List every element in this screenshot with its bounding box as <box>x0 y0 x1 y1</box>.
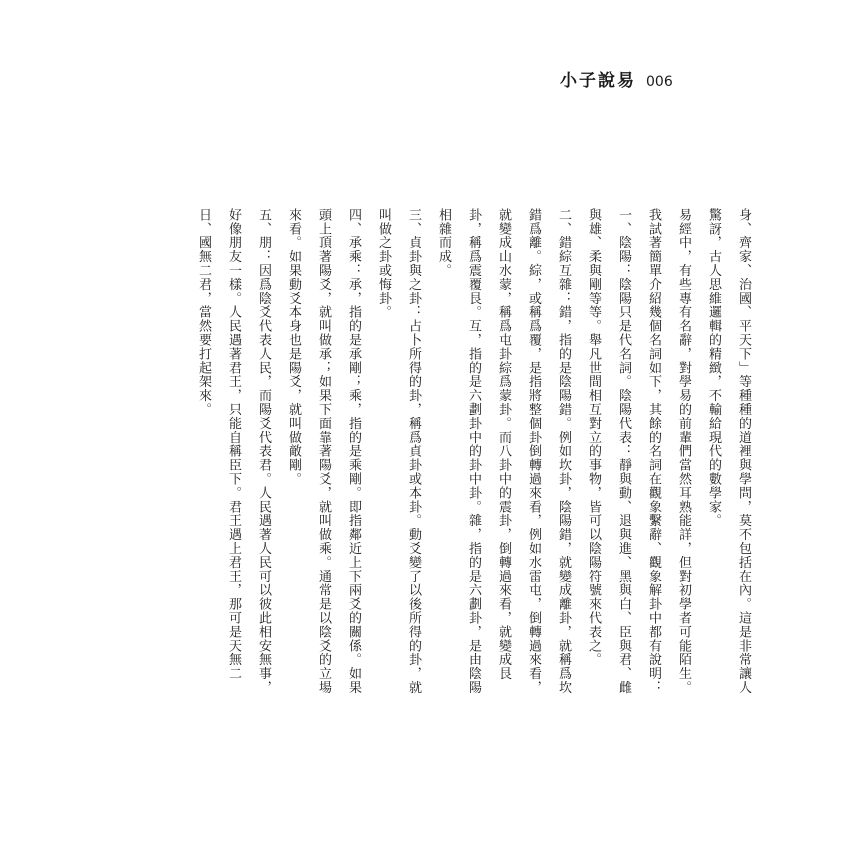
text-column: 叫做之卦或悔卦。 <box>376 208 391 320</box>
running-header <box>560 66 673 91</box>
text-column: 來看。如果動爻本身也是陽爻，就叫做敵剛。 <box>286 208 301 486</box>
text-column: 身、齊家、治國、平天下」等種種的道裡與學問，莫不包括在內。這是非常讓人 <box>736 208 751 695</box>
text-column: 三、貞卦與之卦：占卜所得的卦，稱爲貞卦或本卦。動爻變了以後所得的卦，就 <box>406 208 421 695</box>
text-column: 就變成山水蒙，稱爲屯卦綜爲蒙卦。而八卦中的震卦，倒轉過來看，就變成艮 <box>496 208 511 681</box>
text-column: 好像朋友一樣。人民遇著君王，只能自稱臣下。君王遇上君王，那可是天無二 <box>226 208 241 681</box>
text-column: 相雜而成。 <box>436 208 451 278</box>
text-column: 四、承乘：承，指的是承剛；乘，指的是乘剛。即指鄰近上下兩爻的關係。如果 <box>346 208 361 695</box>
text-column: 錯爲離。綜，或稱爲覆，是指將整個卦倒轉過來看，例如水雷屯，倒轉過來看， <box>526 208 541 695</box>
text-column: 日、國無二君，當然要打起架來。 <box>196 208 211 417</box>
text-column: 我試著簡單介紹幾個名詞如下，其餘的名詞在觀象繫辭、觀象解卦中都有說明： <box>646 208 661 695</box>
page-number: 006 <box>646 74 673 90</box>
text-column: 與雄、柔與剛等等。舉凡世間相互對立的事物，皆可以陰陽符號來代表之。 <box>586 208 601 667</box>
text-column: 卦，稱爲震覆艮。互，指的是六劃卦中的卦中卦。雜，指的是六劃卦，是由陰陽 <box>466 208 481 695</box>
text-column: 五、朋：因爲陰爻代表人民，而陽爻代表君。人民遇著人民可以彼此相安無事， <box>256 208 271 695</box>
text-column: 頭上頂著陽爻，就叫做承；如果下面靠著陽爻，就叫做乘。通常是以陰爻的立場 <box>316 208 331 695</box>
text-column: 二、錯綜互雜：錯，指的是陰陽錯。例如坎卦，陰陽錯，就變成離卦，就稱爲坎 <box>556 208 571 695</box>
book-title: 小子說易 <box>560 71 636 91</box>
text-column: 一、陰陽：陰陽只是代名詞。陰陽代表：靜與動、退與進、黑與白、臣與君、雌 <box>616 208 631 695</box>
body-text <box>178 208 758 733</box>
text-column: 驚訝，古人思維邏輯的精緻，不輸給現代的數學家。 <box>706 208 721 528</box>
text-column: 易經中，有些專有名辭，對學易的前輩們當然耳熟能詳，但對初學者可能陌生。 <box>676 208 691 695</box>
